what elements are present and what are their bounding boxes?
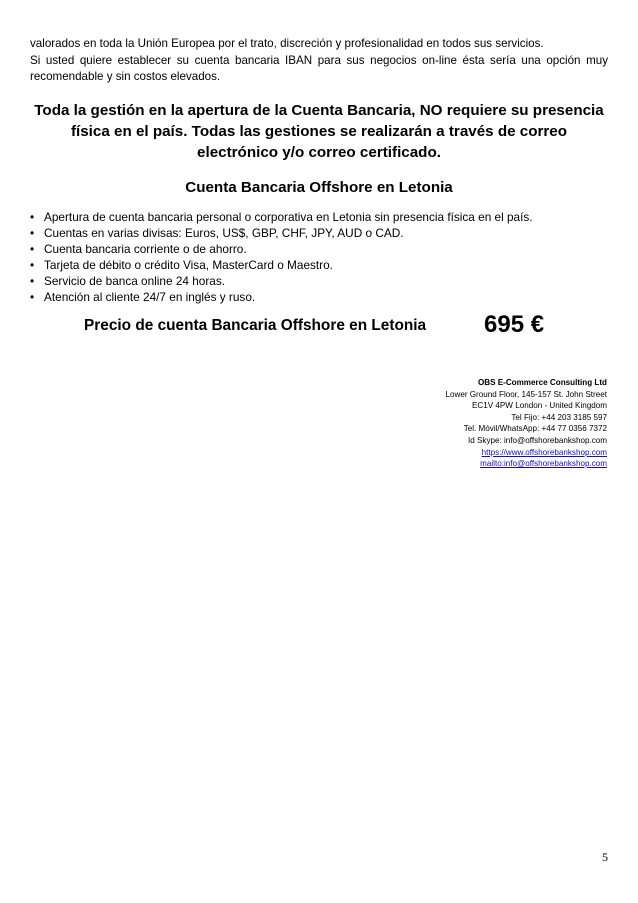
intro-line-1: valorados en toda la Unión Europea por el trato, discreción y profesionalidad en todos sus servicios. [30,37,544,50]
company-name: OBS E-Commerce Consulting Ltd [477,378,607,387]
list-item: • Atención al cliente 24/7 en inglés y ruso. [30,289,608,305]
list-item: • Tarjeta de débito o crédito Visa, MasterCard o Maestro. [30,257,608,273]
section-title: Cuenta Bancaria Offshore en Letonia [185,179,453,196]
intro-paragraph [30,36,608,86]
phone-number: Tel Fijo: +44 203 3185 597 [511,412,607,422]
price-row [84,311,604,347]
page-number: 5 [602,850,608,864]
skype-id: Id Skype: info@offshorebankshop.com [468,435,607,445]
list-item: • Servicio de banca online 24 horas. [30,273,608,289]
intro-line-2: Si usted quiere establecer su cuenta bancaria IBAN para sus negocios on-line ésta sería una opción muy recomendable y sin costos elevados. [30,53,608,84]
price-value: 695 € [484,311,545,338]
list-item: • Cuenta bancaria corriente o de ahorro. [30,241,608,257]
features-list [30,209,608,305]
notice-heading: Toda la gestión en la apertura de la Cuenta Bancaria, NO requiere su presencia física en el país. Todas las gestiones se realizarán a través de correo electrónico y/o correo certificado. [34,102,604,161]
website-link[interactable]: https://www.offshorebankshop.com [481,447,607,457]
list-item: • Apertura de cuenta bancaria personal o corporativa en Letonia sin presencia física en el país. [30,209,608,225]
price-label: Precio de cuenta Bancaria Offshore en Letonia [84,317,427,334]
address-line-1: Lower Ground Floor, 145-157 St. John Street [445,389,607,399]
mobile-number: Tel. Móvil/WhatsApp: +44 77 0356 7372 [463,424,607,434]
list-item: • Cuentas en varias divisas: Euros, US$, GBP, CHF, JPY, AUD o CAD. [30,225,608,241]
email-link[interactable]: mailto:info@offshorebankshop.com [480,459,607,469]
address-line-2: EC1V 4PW London - United Kingdom [472,401,607,411]
contact-block [287,377,607,470]
